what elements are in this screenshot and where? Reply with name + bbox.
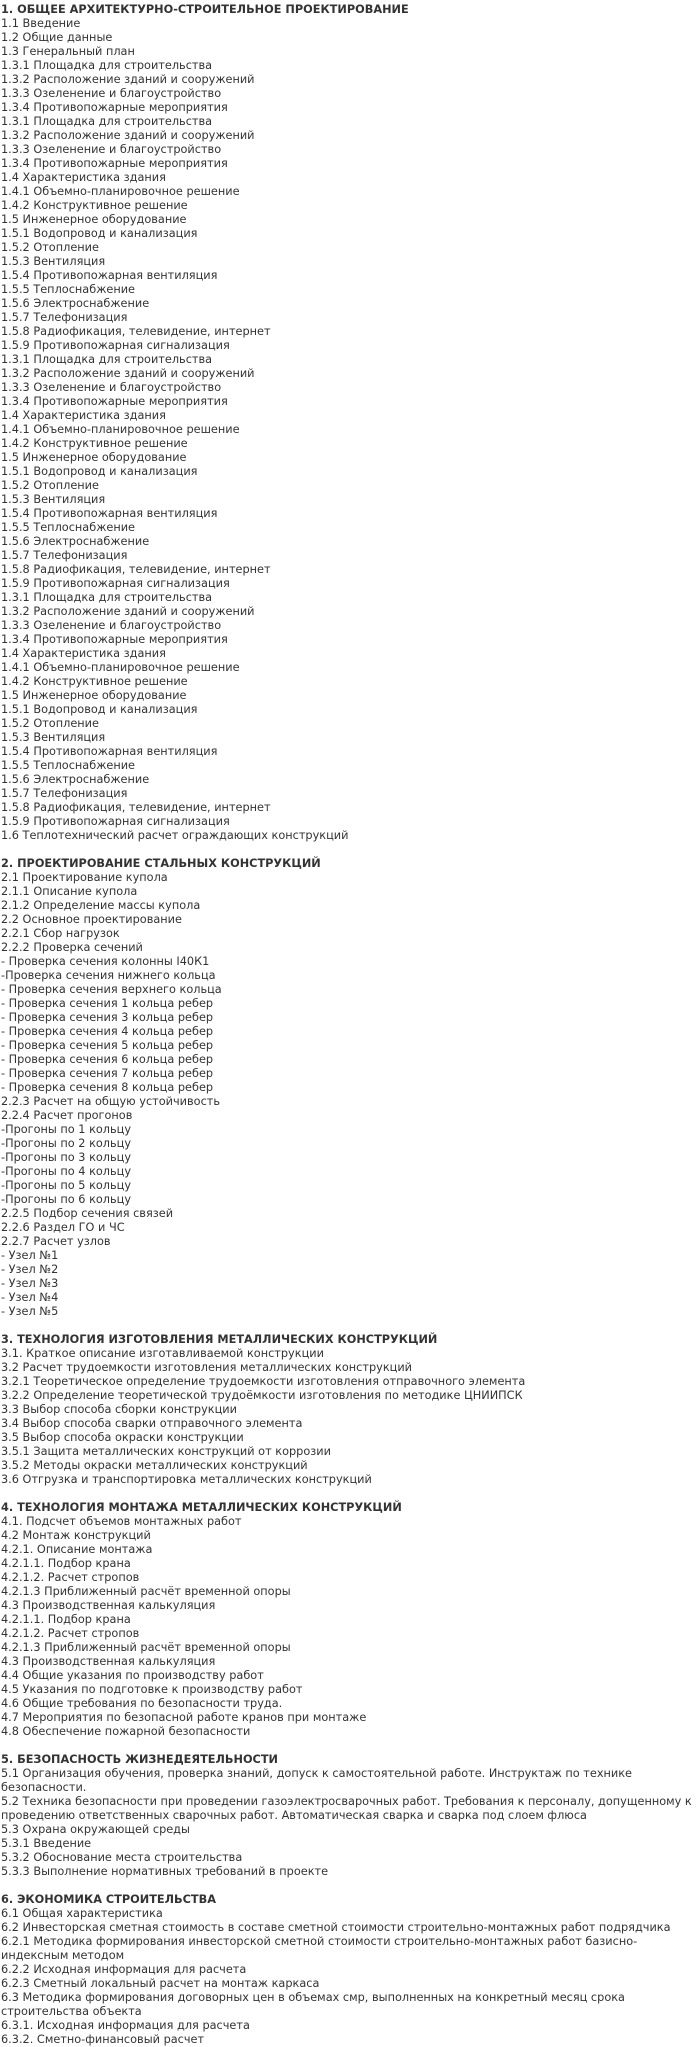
toc-item: 2.2.4 Расчет прогонов — [1, 1109, 133, 1122]
toc-item: - Проверка сечения 8 кольца ребер — [1, 1081, 214, 1094]
toc-item: 4.5 Указания по подготовке к производству работ — [1, 1683, 303, 1696]
toc-item: - Узел №4 — [1, 1291, 59, 1304]
toc-item: 2.2.6 Раздел ГО и ЧС — [1, 1221, 125, 1234]
toc-item: 3.1. Краткое описание изготавливаемой конструкции — [1, 1347, 324, 1360]
section-title: 4. ТЕХНОЛОГИЯ МОНТАЖА МЕТАЛЛИЧЕСКИХ КОНСТРУКЦИЙ — [1, 1501, 402, 1514]
toc-item: 1.3.2 Расположение зданий и сооружений — [1, 73, 255, 86]
toc-item: 5.3.3 Выполнение нормативных требований в проекте — [1, 1865, 329, 1878]
toc-item: 1.3.3 Озеленение и благоустройство — [1, 87, 222, 100]
section-6 — [1, 1893, 698, 2047]
toc-item: 2.2 Основное проектирование — [1, 913, 182, 926]
toc-item: 1.3.2 Расположение зданий и сооружений — [1, 367, 255, 380]
toc-item: 1.5.2 Отопление — [1, 717, 99, 730]
toc-item: 1.5.9 Противопожарная сигнализация — [1, 577, 230, 590]
toc-item: 1.4.2 Конструктивное решение — [1, 199, 188, 212]
toc-item: -Прогоны по 5 кольцу — [1, 1179, 132, 1192]
toc-item: 1.5 Инженерное оборудование — [1, 451, 187, 464]
toc-item: 1.5.9 Противопожарная сигнализация — [1, 815, 230, 828]
toc-item: 1.5.5 Теплоснабжение — [1, 759, 135, 772]
toc-item: - Узел №3 — [1, 1277, 59, 1290]
toc-item: -Прогоны по 6 кольцу — [1, 1193, 132, 1206]
toc-item: - Узел №5 — [1, 1305, 59, 1318]
toc-item: 2.2.7 Расчет узлов — [1, 1235, 111, 1248]
toc-item: 5.1 Организация обучения, проверка знаний, допуск к самостоятельной работе. Инструктаж по технике безопасности. — [1, 1767, 633, 1794]
toc-item: - Проверка сечения 3 кольца ребер — [1, 1011, 214, 1024]
toc-item: 1.3.4 Противопожарные мероприятия — [1, 395, 228, 408]
toc-item: - Проверка сечения 6 кольца ребер — [1, 1053, 214, 1066]
toc-item: 3.4 Выбор способа сварки отправочного элемента — [1, 1417, 303, 1430]
toc-item: 1.3.2 Расположение зданий и сооружений — [1, 605, 255, 618]
toc-item: 1.5.4 Противопожарная вентиляция — [1, 507, 218, 520]
toc-item: 4.7 Мероприятия по безопасной работе кранов при монтаже — [1, 1711, 367, 1724]
toc-item: 2.1 Проектирование купола — [1, 871, 168, 884]
toc-item: 1.5.3 Вентиляция — [1, 493, 106, 506]
toc-item: -Прогоны по 3 кольцу — [1, 1151, 132, 1164]
toc-item: 1.5.9 Противопожарная сигнализация — [1, 339, 230, 352]
toc-item: 6.2.3 Сметный локальный расчет на монтаж каркаса — [1, 1977, 320, 1990]
toc-item: 6.2.2 Исходная информация для расчета — [1, 1963, 247, 1976]
toc-item: 3.5.1 Защита металлических конструкций от коррозии — [1, 1445, 331, 1458]
toc-item: 4.2.1. Описание монтажа — [1, 1543, 153, 1556]
section-title: 6. ЭКОНОМИКА СТРОИТЕЛЬСТВА — [1, 1893, 216, 1906]
toc-item: 5.3.1 Введение — [1, 1837, 92, 1850]
toc-item: 6.1 Общая характеристика — [1, 1907, 163, 1920]
toc-item: 1.5.8 Радиофикация, телевидение, интернет — [1, 801, 271, 814]
toc-item: 2.2.2 Проверка сечений — [1, 941, 143, 954]
toc-item: - Узел №1 — [1, 1249, 59, 1262]
section-title: 5. БЕЗОПАСНОСТЬ ЖИЗНЕДЕЯТЕЛЬНОСТИ — [1, 1753, 279, 1766]
toc-item: 1.5.2 Отопление — [1, 241, 99, 254]
toc-item: 1.5.1 Водопровод и канализация — [1, 465, 198, 478]
toc-item: 3.2.2 Определение теоретической трудоёмкости изготовления по методике ЦНИИПСК — [1, 1389, 523, 1402]
toc-item: 1.5.7 Телефонизация — [1, 787, 128, 800]
toc-item: 1.5.6 Электроснабжение — [1, 535, 150, 548]
toc-item: 1.5.1 Водопровод и канализация — [1, 703, 198, 716]
toc-item: 1.4 Характеристика здания — [1, 409, 166, 422]
toc-item: 1.5.6 Электроснабжение — [1, 297, 150, 310]
toc-item: 1.2 Общие данные — [1, 31, 113, 44]
toc-item: 4.3 Производственная калькуляция — [1, 1655, 216, 1668]
toc-item: 1.5.8 Радиофикация, телевидение, интернет — [1, 325, 271, 338]
toc-item: 4.2.1.2. Расчет стропов — [1, 1571, 140, 1584]
toc-item: 1.3.3 Озеленение и благоустройство — [1, 381, 222, 394]
toc-item: 2.2.3 Расчет на общую устойчивость — [1, 1095, 221, 1108]
toc-item: 4.2.1.2. Расчет стропов — [1, 1627, 140, 1640]
toc-item: 1.4.2 Конструктивное решение — [1, 675, 188, 688]
section-4 — [1, 1501, 698, 1739]
toc-item: 1.4.1 Объемно-планировочное решение — [1, 423, 240, 436]
toc-item: 1.5 Инженерное оборудование — [1, 689, 187, 702]
toc-item: -Прогоны по 4 кольцу — [1, 1165, 132, 1178]
toc-item: 1.3.4 Противопожарные мероприятия — [1, 633, 228, 646]
toc-item: 1.3.1 Площадка для строительства — [1, 115, 213, 128]
toc-item: 2.2.1 Сбор нагрузок — [1, 927, 120, 940]
section-title: 3. ТЕХНОЛОГИЯ ИЗГОТОВЛЕНИЯ МЕТАЛЛИЧЕСКИХ КОНСТРУКЦИЙ — [1, 1333, 438, 1346]
toc-item: 1.5 Инженерное оборудование — [1, 213, 187, 226]
toc-item: 4.1. Подсчет объемов монтажных работ — [1, 1515, 242, 1528]
toc-item: 2.1.2 Определение массы купола — [1, 899, 201, 912]
toc-item: 1.3 Генеральный план — [1, 45, 135, 58]
toc-item: 1.6 Теплотехнический расчет ограждающих конструкций — [1, 829, 349, 842]
toc-item: 3.2.1 Теоретическое определение трудоемкости изготовления отправочного элемента — [1, 1375, 526, 1388]
toc-item: 1.5.5 Теплоснабжение — [1, 521, 135, 534]
toc-item: 4.2.1.3 Приближенный расчёт временной опоры — [1, 1641, 291, 1654]
toc-item: 6.3 Методика формирования договорных цен в объемах смр, выполненных на конкретный месяц срока строительства объекта — [1, 1991, 625, 2018]
toc-item: 3.5 Выбор способа окраски конструкции — [1, 1431, 244, 1444]
toc-item: 1.5.1 Водопровод и канализация — [1, 227, 198, 240]
toc-item: 4.2.1.1. Подбор крана — [1, 1613, 131, 1626]
toc-item: 1.1 Введение — [1, 17, 81, 30]
toc-item: 3.5.2 Методы окраски металлических конструкций — [1, 1459, 308, 1472]
toc-item: 1.3.2 Расположение зданий и сооружений — [1, 129, 255, 142]
toc-item: 1.5.2 Отопление — [1, 479, 99, 492]
toc-item: 1.5.3 Вентиляция — [1, 255, 106, 268]
toc-item: 2.2.5 Подбор сечения связей — [1, 1207, 174, 1220]
section-2 — [1, 857, 698, 1319]
toc-item: 1.4 Характеристика здания — [1, 171, 166, 184]
toc-item: 5.3 Охрана окружающей среды — [1, 1823, 190, 1836]
toc-item: - Проверка сечения колонны I40К1 — [1, 955, 210, 968]
toc-item: -Прогоны по 1 кольцу — [1, 1123, 132, 1136]
toc-item: 1.4.1 Объемно-планировочное решение — [1, 185, 240, 198]
toc-item: 4.2.1.3 Приближенный расчёт временной опоры — [1, 1585, 291, 1598]
toc-item: 4.2 Монтаж конструкций — [1, 1529, 151, 1542]
toc-item: 1.5.4 Противопожарная вентиляция — [1, 745, 218, 758]
toc-item: 1.4 Характеристика здания — [1, 647, 166, 660]
toc-item: 5.2 Техника безопасности при проведении газоэлектросварочных работ. Требования к персоналу, допущенному к проведению ответственных сварочных работ. Автоматическая сварка и сварка под слоем флюса — [1, 1795, 692, 1822]
toc-item: 1.3.1 Площадка для строительства — [1, 591, 213, 604]
toc-item: 6.2 Инвесторская сметная стоимость в составе сметной стоимости строительно-монтажных работ подрядчика — [1, 1921, 671, 1934]
section-5 — [1, 1753, 698, 1879]
section-3 — [1, 1333, 698, 1487]
toc-item: 4.3 Производственная калькуляция — [1, 1599, 216, 1612]
toc-item: -Прогоны по 2 кольцу — [1, 1137, 132, 1150]
toc-item: 4.8 Обеспечение пожарной безопасности — [1, 1725, 251, 1738]
toc-item: - Проверка сечения 7 кольца ребер — [1, 1067, 214, 1080]
section-title: 1. ОБЩЕЕ АРХИТЕКТУРНО-СТРОИТЕЛЬНОЕ ПРОЕКТИРОВАНИЕ — [1, 3, 409, 16]
toc-item: 1.5.6 Электроснабжение — [1, 773, 150, 786]
toc-item: - Проверка сечения 5 кольца ребер — [1, 1039, 214, 1052]
toc-item: 4.4 Общие указания по производству работ — [1, 1669, 264, 1682]
toc-item: - Проверка сечения 1 кольца ребер — [1, 997, 214, 1010]
toc-item: 4.2.1.1. Подбор крана — [1, 1557, 131, 1570]
toc-item: -Проверка сечения нижнего кольца — [1, 969, 216, 982]
toc-item: 6.3.1. Исходная информация для расчета — [1, 2019, 250, 2032]
toc-item: - Узел №2 — [1, 1263, 59, 1276]
toc-item: 1.5.7 Телефонизация — [1, 311, 128, 324]
toc-item: 1.3.3 Озеленение и благоустройство — [1, 143, 222, 156]
toc-item: 1.5.4 Противопожарная вентиляция — [1, 269, 218, 282]
toc-item: 1.3.4 Противопожарные мероприятия — [1, 101, 228, 114]
toc-item: 1.4.2 Конструктивное решение — [1, 437, 188, 450]
toc-item: - Проверка сечения 4 кольца ребер — [1, 1025, 214, 1038]
toc-item: 1.3.3 Озеленение и благоустройство — [1, 619, 222, 632]
toc-item: 1.5.7 Телефонизация — [1, 549, 128, 562]
toc-item: 1.3.4 Противопожарные мероприятия — [1, 157, 228, 170]
toc-item: 1.5.8 Радиофикация, телевидение, интернет — [1, 563, 271, 576]
toc-item: 1.3.1 Площадка для строительства — [1, 353, 213, 366]
toc-item: 1.4.1 Объемно-планировочное решение — [1, 661, 240, 674]
toc-item: 3.6 Отгрузка и транспортировка металлических конструкций — [1, 1473, 372, 1486]
toc-item: 2.1.1 Описание купола — [1, 885, 138, 898]
section-1 — [1, 3, 698, 843]
toc-item: 1.3.1 Площадка для строительства — [1, 59, 213, 72]
toc-item: 3.2 Расчет трудоемкости изготовления металлических конструкций — [1, 1361, 413, 1374]
toc-item: 4.6 Общие требования по безопасности труда. — [1, 1697, 283, 1710]
toc-item: 1.5.3 Вентиляция — [1, 731, 106, 744]
toc-item: - Проверка сечения верхнего кольца — [1, 983, 222, 996]
toc-item: 6.3.2. Сметно-финансовый расчет — [1, 2033, 205, 2046]
toc-item: 1.5.5 Теплоснабжение — [1, 283, 135, 296]
section-title: 2. ПРОЕКТИРОВАНИЕ СТАЛЬНЫХ КОНСТРУКЦИЙ — [1, 857, 321, 870]
toc-item: 3.3 Выбор способа сборки конструкции — [1, 1403, 237, 1416]
toc-item: 6.2.1 Методика формирования инвесторской сметной стоимости строительно-монтажных работ базисно-индексным методом — [1, 1935, 638, 1962]
toc-item: 5.3.2 Обоснование места строительства — [1, 1851, 243, 1864]
